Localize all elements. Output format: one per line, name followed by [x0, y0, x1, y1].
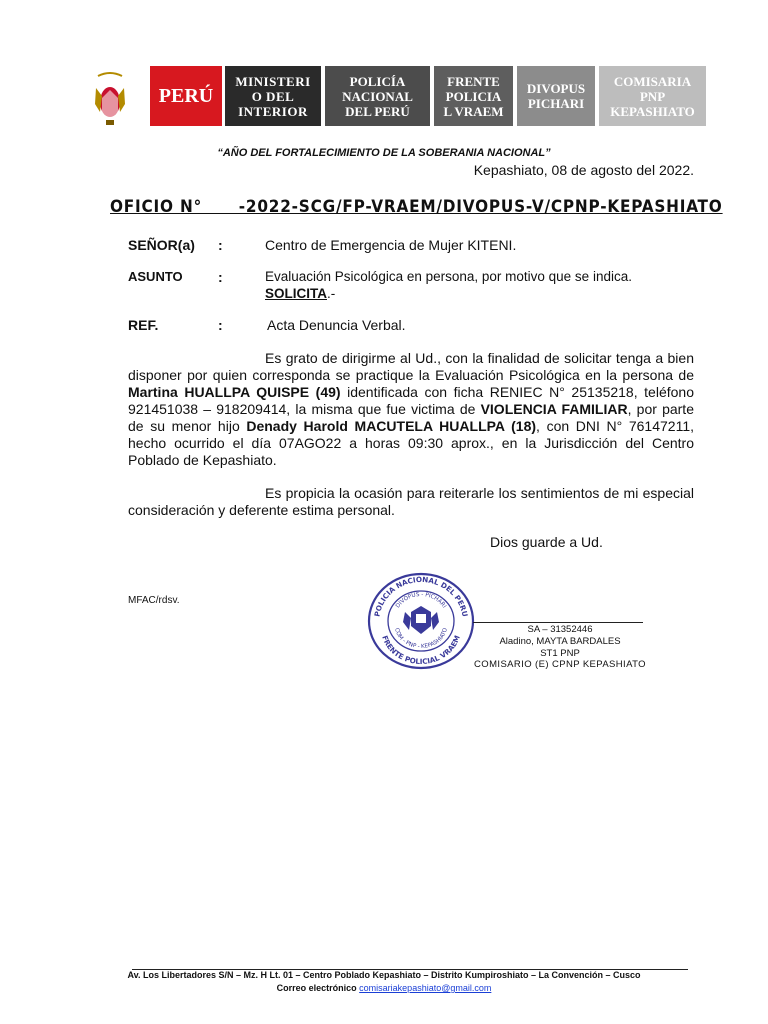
header-frente: FRENTE POLICIA L VRAEM [443, 73, 504, 119]
header-ministerio-box [225, 66, 321, 126]
signature-id: SA – 31352446 [527, 624, 593, 635]
seal-inner-top: DIVOPUS - PICHARI [395, 591, 448, 610]
signature-name: Aladino, MAYTA BARDALES [499, 636, 621, 647]
seal-inner-bottom: COM - PNP - KEPASHIATO [393, 627, 449, 651]
header-divopus: DIVOPUS PICHARI [526, 81, 586, 111]
asunto-solicita-line [265, 286, 335, 301]
asunto-label: ASUNTO [128, 269, 183, 284]
closing-salutation: Dios guarde a Ud. [490, 534, 603, 550]
header-peru-box [150, 66, 222, 126]
signature-rank: ST1 PNP [540, 648, 580, 659]
violence-label: VIOLENCIA FAMILIAR [480, 401, 628, 417]
seal-ring-bottom: FRENTE POLICIAL VRAEM [380, 634, 462, 667]
ref-colon: : [218, 317, 223, 333]
year-motto: “AÑO DEL FORTALECIMIENTO DE LA SOBERANIA NACIONAL” [217, 147, 551, 159]
body-paragraph-2: Es propicia la ocasión para reiterarle los sentimientos de mi especial consideración y deferente estima personal. [128, 485, 694, 518]
police-seal-stamp [367, 572, 475, 670]
asunto-solicita: SOLICITA [265, 286, 327, 301]
ref-value: Acta Denuncia Verbal. [267, 317, 406, 333]
seal-ring-top: POLICIA NACIONAL DEL PERU [372, 574, 470, 618]
footer-email-label: Correo electrónico [276, 983, 360, 993]
header-comisaria-box [599, 66, 706, 126]
senor-label: SEÑOR(a) [128, 237, 195, 253]
asunto-colon: : [218, 269, 223, 285]
header-policia-box [325, 66, 430, 126]
city-date: Kepashiato, 08 de agosto del 2022. [473, 162, 694, 178]
senor-colon: : [218, 237, 223, 253]
senor-value: Centro de Emergencia de Mujer KITENI. [265, 237, 517, 253]
ref-label: REF. [128, 317, 159, 333]
p1-text-c: , por parte de su menor hijo [128, 401, 694, 434]
header-frente-box [434, 66, 513, 126]
footer-email-link[interactable]: comisariakepashiato@gmail.com [359, 983, 492, 993]
header-comisaria: COMISARIA PNP KEPASHIATO [610, 73, 695, 119]
coat-of-arms-logo [92, 68, 128, 130]
footer-address: Av. Los Libertadores S/N – Mz. H Lt. 01 – Centro Poblado Kepashiato – Distrito Kumpiroshiato – La Convención – Cusco [127, 970, 641, 980]
p1-text-b: identificada con ficha RENIEC N° 25135218, teléfono 921451038 – 918209414, la misma que fue victima de [128, 384, 694, 417]
signature-line [473, 622, 643, 623]
aggressor-name: Denady Harold MACUTELA HUALLPA (18) [246, 418, 537, 434]
footer-email-line [0, 983, 768, 993]
reference-initials: MFAC/rdsv. [128, 595, 180, 606]
header-divopus-box [517, 66, 595, 126]
header-ministerio: MINISTERI O DEL INTERIOR [235, 73, 311, 119]
victim-name: Martina HUALLPA QUISPE (49) [128, 384, 341, 400]
p1-text-a: Es grato de dirigirme al Ud., con la finalidad de solicitar tenga a bien disponer por quien corresponda se practique la Evaluación Psicológica en la persona de [128, 350, 694, 383]
p1-text-d: , con DNI N° 76147211, hecho ocurrido el día 07AGO22 a horas 09:30 aprox., en la Jurisdicción del Centro Poblado de Kepashiato. [128, 418, 694, 468]
header-peru: PERÚ [158, 84, 214, 107]
body-paragraph-1 [128, 350, 694, 469]
asunto-suffix: .- [327, 286, 336, 301]
signature-title: COMISARIO (E) CPNP KEPASHIATO [474, 659, 646, 670]
header-policia: POLICÍA NACIONAL DEL PERÚ [342, 73, 413, 119]
asunto-value: Evaluación Psicológica en persona, por motivo que se indica. [265, 269, 632, 284]
oficio-number: OFICIO N° -2022-SCG/FP-VRAEM/DIVOPUS-V/CPNP-KEPASHIATO [110, 197, 723, 217]
